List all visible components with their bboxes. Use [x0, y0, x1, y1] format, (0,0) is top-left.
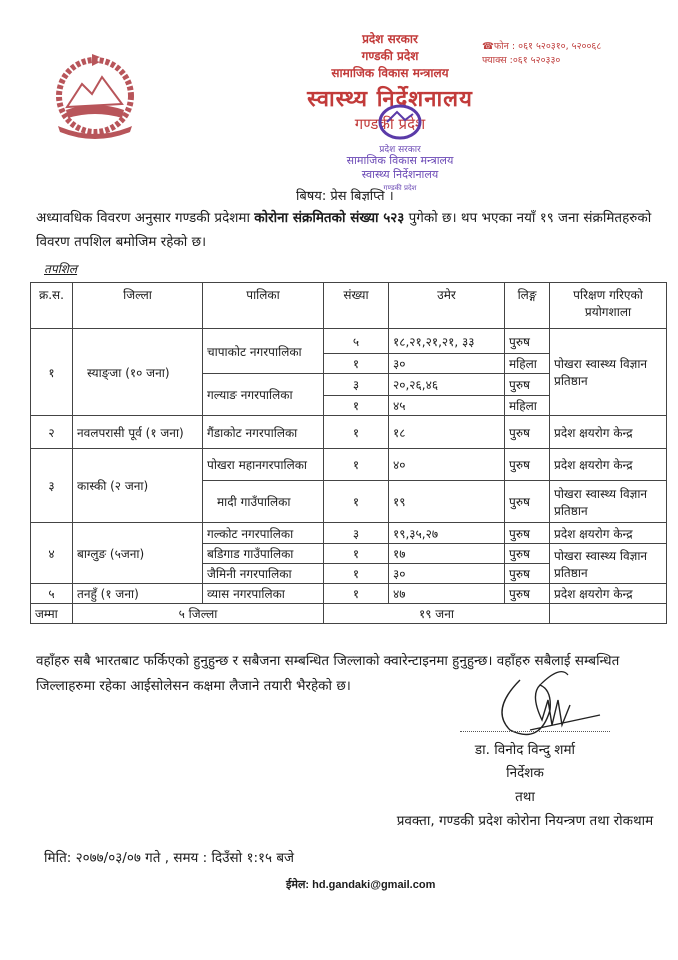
signatory-conjunction: तथा: [515, 789, 535, 805]
cell-gender: पुरुष: [505, 564, 550, 584]
cell-count: १: [324, 584, 389, 604]
cell-age: ४५: [389, 396, 505, 416]
cell-count: ५: [324, 329, 389, 354]
cell-lab: प्रदेश क्षयरोग केन्द्र: [550, 584, 667, 604]
date-time-line: मिति: २०७७/०३/०७ गते , समय : दिउँसो १:१५ बजे: [44, 850, 295, 866]
cell-lab: पोखरा स्वास्थ्य विज्ञान प्रतिष्ठान: [550, 329, 667, 416]
total-empty: [550, 604, 667, 624]
cell-lab: प्रदेश क्षयरोग केन्द्र: [550, 416, 667, 449]
cell-age: १८: [389, 416, 505, 449]
cell-district: नवलपरासी पूर्व (१ जना): [73, 416, 203, 449]
closing-paragraph: वहाँहरु सबै भारतबाट फर्किएको हुनुहुन्छ र सबैजना सम्बन्धित जिल्लाको क्वारेन्टाइनमा हुनुहुन्छ। वहाँहरु सबैलाई सम्बन्धित जिल्लाहरुमा रहेका आईसोलेसन कक्षमा लैजाने तयारी भैरहेको छ।: [36, 653, 620, 694]
cell-age: १९: [389, 481, 505, 523]
header-palika: पालिका: [203, 283, 324, 329]
letterhead-province: गण्डकी प्रदेश: [361, 49, 419, 63]
letterhead-ministry: सामाजिक विकास मन्त्रालय: [331, 66, 449, 80]
table-row: [31, 584, 667, 604]
cell-palika: बडिगाड गाउँपालिका: [203, 544, 324, 564]
table-row: [31, 449, 667, 481]
cell-palika: गल्कोट नगरपालिका: [203, 523, 324, 544]
header-count: संख्या: [324, 283, 389, 329]
cell-district: तनहुँ (१ जना): [73, 584, 203, 604]
letterhead-location: गण्डकी प्रदेश: [354, 115, 426, 133]
cell-palika: जैमिनी नगरपालिका: [203, 564, 324, 584]
cases-table: [30, 282, 667, 624]
table-row: [31, 416, 667, 449]
subject-line: बिषय: प्रेस बिज्ञप्ति ।: [296, 189, 394, 204]
cell-count: १: [324, 449, 389, 481]
cell-gender: महिला: [505, 354, 550, 374]
letterhead-office: स्वास्थ्य निर्देशनालय: [307, 87, 473, 112]
fax-number: फ्याक्स :०६१ ५२०३३०: [482, 55, 561, 66]
header-lab: परिक्षण गरिएको प्रयोगशाला: [550, 283, 667, 329]
signatory-title: निर्देशक: [506, 765, 544, 781]
cell-gender: पुरुष: [505, 544, 550, 564]
case-count-highlight: कोरोना संक्रमितको संख्या ५२३: [254, 210, 405, 226]
svg-text:प्रदेश सरकार: प्रदेश सरकार: [379, 145, 421, 155]
cell-count: १: [324, 544, 389, 564]
cell-age: ३०: [389, 564, 505, 584]
nepal-emblem-icon: [52, 52, 138, 142]
total-people: १९ जना: [324, 604, 550, 624]
cell-district: बाग्लुङ (५जना): [73, 523, 203, 584]
cell-district: स्याङ्जा (१० जना): [73, 329, 203, 416]
cell-lab: पोखरा स्वास्थ्य विज्ञान प्रतिष्ठान: [550, 481, 667, 523]
cell-age: २०,२६,४६: [389, 374, 505, 396]
header-district: जिल्ला: [73, 283, 203, 329]
cell-age: ३०: [389, 354, 505, 374]
cell-sn: ४: [31, 523, 73, 584]
cell-gender: पुरुष: [505, 584, 550, 604]
cell-age: १७: [389, 544, 505, 564]
cell-count: १: [324, 481, 389, 523]
cell-district: कास्की (२ जना): [73, 449, 203, 523]
cell-palika: चापाकोट नगरपालिका: [203, 329, 324, 374]
header-gender: लिङ्ग: [505, 283, 550, 329]
cell-age: ४७: [389, 584, 505, 604]
cell-gender: महिला: [505, 396, 550, 416]
cell-gender: पुरुष: [505, 523, 550, 544]
signature-line: [460, 731, 610, 732]
cell-palika: गल्याङ नगरपालिका: [203, 374, 324, 416]
table-row: [31, 329, 667, 354]
signatory-role: प्रवक्ता, गण्डकी प्रदेश कोरोना नियन्त्रण तथा रोकथाम: [396, 813, 654, 829]
cell-count: १: [324, 354, 389, 374]
svg-text:गण्डकी प्रदेश: गण्डकी प्रदेश: [383, 184, 417, 192]
phone-icon: ☎: [482, 41, 494, 52]
cell-lab: पोखरा स्वास्थ्य विज्ञान प्रतिष्ठान: [550, 544, 667, 584]
header-sn: क्र.स.: [31, 283, 73, 329]
cell-age: १८,२१,२१,२१, ३३: [389, 329, 505, 354]
svg-text:सामाजिक विकास मन्त्रालय: सामाजिक विकास मन्त्रालय: [346, 154, 454, 167]
cell-sn: ५: [31, 584, 73, 604]
cell-gender: पुरुष: [505, 329, 550, 354]
svg-text:स्वास्थ्य निर्देशनालय: स्वास्थ्य निर्देशनालय: [361, 168, 439, 181]
signatory-name: डा. विनोद विन्दु शर्मा: [474, 742, 576, 758]
phone-number: ☎फोन : ०६१ ५२०३१०, ५२००६८: [482, 41, 602, 52]
cell-count: ३: [324, 523, 389, 544]
cell-palika: गैंडाकोट नगरपालिका: [203, 416, 324, 449]
email-line: ईमेल: hd.gandaki@gmail.com: [286, 879, 436, 891]
signature-icon: [480, 670, 610, 750]
table-caption: तपशिल: [44, 262, 78, 276]
cell-gender: पुरुष: [505, 449, 550, 481]
cell-count: १: [324, 396, 389, 416]
cell-gender: पुरुष: [505, 374, 550, 396]
cell-count: ३: [324, 374, 389, 396]
cell-lab: प्रदेश क्षयरोग केन्द्र: [550, 523, 667, 544]
cell-palika: मादी गाउँपालिका: [203, 481, 324, 523]
cell-palika: व्यास नगरपालिका: [203, 584, 324, 604]
cell-gender: पुरुष: [505, 481, 550, 523]
cell-sn: २: [31, 416, 73, 449]
table-row: [31, 523, 667, 544]
cell-sn: ३: [31, 449, 73, 523]
cell-count: १: [324, 564, 389, 584]
header-age: उमेर: [389, 283, 505, 329]
table-header-row: [31, 283, 667, 329]
total-label: जम्मा: [31, 604, 73, 624]
table-total-row: [31, 604, 667, 624]
total-districts: ५ जिल्ला: [73, 604, 324, 624]
cell-lab: प्रदेश क्षयरोग केन्द्र: [550, 449, 667, 481]
cell-palika: पोखरा महानगरपालिका: [203, 449, 324, 481]
cell-sn: १: [31, 329, 73, 416]
cell-age: १९,३५,२७: [389, 523, 505, 544]
cell-gender: पुरुष: [505, 416, 550, 449]
cell-age: ४०: [389, 449, 505, 481]
official-stamp-icon: [345, 100, 455, 196]
letterhead-government: प्रदेश सरकार: [362, 32, 418, 46]
cell-count: १: [324, 416, 389, 449]
intro-paragraph: अध्यावधिक विवरण अनुसार गण्डकी प्रदेशमा कोरोना संक्रमितको संख्या ५२३ पुगेको छ। थप भएका नयाँ १९ जना संक्रमितहरुको विवरण तपशिल बमोजिम रहेको छ।: [36, 210, 652, 250]
